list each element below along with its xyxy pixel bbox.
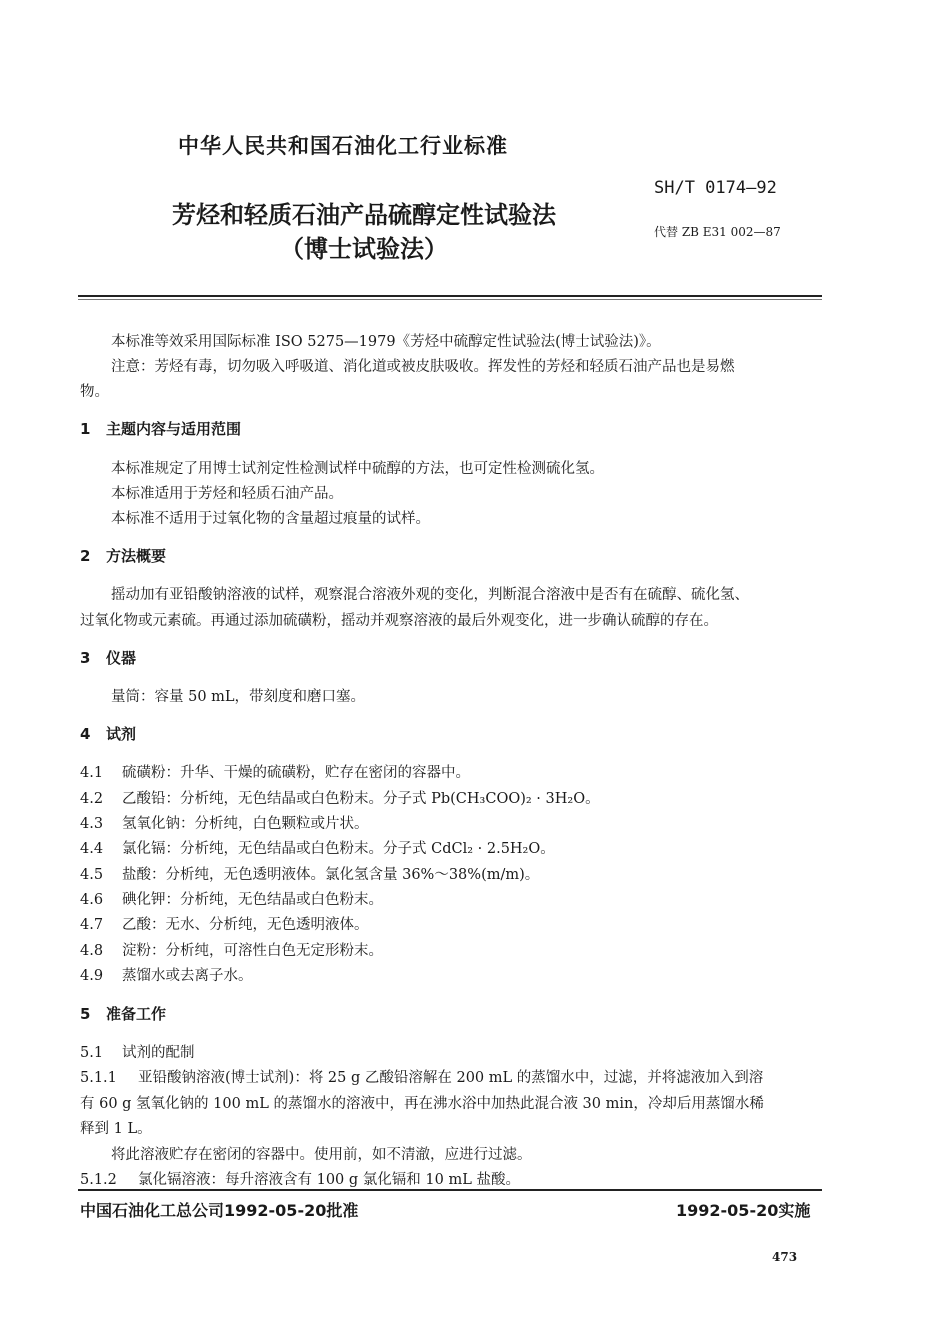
clause-5-1-2: [80, 1168, 520, 1189]
intro-warning: 注意：芳烃有毒，切勿吸入呼吸道、消化道或被皮肤吸收。挥发性的芳烃和轻质石油产品也是易燃: [111, 359, 735, 375]
reagent-item: [80, 863, 539, 884]
clause-text: 亚铅酸钠溶液(博士试剂)：将 25 g 乙酸铅溶解在 200 mL 的蒸馏水中，过滤，并将滤液加入到溶: [138, 1070, 764, 1086]
section-2-heading: [80, 545, 166, 566]
item-number: 4.6: [80, 892, 104, 908]
item-text: 盐酸：分析纯，无色透明液体。氯化氢含量 36%～38%(m/m)。: [122, 867, 540, 883]
subsection-5-1-heading: [80, 1041, 195, 1062]
header-divider-thin: [78, 299, 822, 300]
section-title: 方法概要: [106, 547, 167, 565]
item-text: 乙酸铅：分析纯，无色结晶或白色粉末。分子式 Pb(CH₃COO)₂ · 3H₂O。: [122, 791, 600, 807]
section-number: 5: [80, 1005, 91, 1023]
item-number: 4.4: [80, 841, 104, 857]
item-number: 4.7: [80, 917, 104, 933]
approval-line: 中国石油化工总公司1992-05-20批准: [80, 1201, 359, 1220]
section-title: 仪器: [106, 649, 137, 667]
document-title-line1: 芳烃和轻质石油产品硫醇定性试验法: [172, 201, 556, 229]
intro-paragraph-1: 本标准等效采用国际标准 ISO 5275—1979《芳烃中硫醇定性试验法(博士试验法)》。: [111, 334, 661, 350]
clause-number: 5.1.2: [80, 1172, 117, 1188]
replaces-note: 代替 ZB E31 002—87: [654, 225, 781, 239]
item-number: 4.2: [80, 791, 104, 807]
item-text: 硫磺粉：升华、干燥的硫磺粉，贮存在密闭的容器中。: [122, 765, 470, 781]
reagent-item: [80, 939, 383, 960]
page-number: 473: [772, 1250, 798, 1264]
item-number: 4.3: [80, 816, 104, 832]
clause-5-1-1-note: 将此溶液贮存在密闭的容器中。使用前，如不清澈，应进行过滤。: [111, 1147, 532, 1163]
section-number: 2: [80, 547, 91, 565]
header-divider: [78, 295, 822, 297]
reagent-item: [80, 837, 555, 858]
section-1-paragraph-1: 本标准规定了用博士试剂定性检测试样中硫醇的方法，也可定性检测硫化氢。: [111, 461, 604, 477]
section-number: 1: [80, 420, 91, 438]
reagent-item: [80, 787, 600, 808]
item-text: 淀粉：分析纯，可溶性白色无定形粉末。: [122, 943, 383, 959]
section-number: 4: [80, 725, 91, 743]
section-1-paragraph-2: 本标准适用于芳烃和轻质石油产品。: [111, 486, 343, 502]
section-number: 3: [80, 649, 91, 667]
item-text: 碘化钾：分析纯，无色结晶或白色粉末。: [122, 892, 383, 908]
item-text: 乙酸：无水、分析纯，无色透明液体。: [122, 917, 369, 933]
document-title: [160, 198, 568, 266]
clause-5-1-1: [80, 1066, 763, 1087]
section-1-paragraph-3: 本标准不适用于过氧化物的含量超过痕量的试样。: [111, 511, 430, 527]
issuing-authority-title: 中华人民共和国石油化工行业标准: [178, 134, 508, 158]
item-text: 蒸馏水或去离子水。: [122, 968, 253, 984]
item-text: 氢氧化钠：分析纯，白色颗粒或片状。: [122, 816, 369, 832]
footer-divider: [78, 1189, 822, 1191]
reagent-item: [80, 888, 383, 909]
implementation-line: 1992-05-20实施: [676, 1201, 811, 1220]
section-3-paragraph-1: 量筒：容量 50 mL，带刻度和磨口塞。: [111, 689, 366, 705]
item-number: 4.9: [80, 968, 104, 984]
item-number: 4.5: [80, 867, 104, 883]
item-number: 4.8: [80, 943, 104, 959]
reagent-item: [80, 913, 369, 934]
clause-text: 氯化镉溶液：每升溶液含有 100 g 氯化镉和 10 mL 盐酸。: [138, 1172, 520, 1188]
item-number: 4.1: [80, 765, 104, 781]
section-3-heading: [80, 647, 136, 668]
section-2-paragraph-1-cont: 过氧化物或元素硫。再通过添加硫磺粉，摇动并观察溶液的最后外观变化，进一步确认硫醇的存在。: [80, 613, 718, 629]
subsection-number: 5.1: [80, 1045, 104, 1061]
subsection-title: 试剂的配制: [122, 1045, 195, 1061]
section-1-heading: [80, 418, 241, 439]
section-5-heading: [80, 1003, 166, 1024]
clause-5-1-1-cont2: 释到 1 L。: [80, 1121, 152, 1137]
item-text: 氯化镉：分析纯，无色结晶或白色粉末。分子式 CdCl₂ · 2.5H₂O。: [122, 841, 555, 857]
reagent-item: [80, 964, 253, 985]
document-title-line2: （博士试验法）: [280, 235, 448, 263]
section-2-paragraph-1: 摇动加有亚铅酸钠溶液的试样，观察混合溶液外观的变化，判断混合溶液中是否有在硫醇、硫化氢、: [111, 587, 749, 603]
standard-code: SH/T 0174—92: [654, 178, 777, 198]
section-4-heading: [80, 723, 136, 744]
section-title: 试剂: [106, 725, 137, 743]
section-title: 准备工作: [106, 1005, 167, 1023]
intro-warning-cont: 物。: [80, 384, 109, 400]
section-title: 主题内容与适用范围: [106, 420, 242, 438]
clause-number: 5.1.1: [80, 1070, 117, 1086]
reagent-item: [80, 812, 369, 833]
clause-5-1-1-cont: 有 60 g 氢氧化钠的 100 mL 的蒸馏水的溶液中，再在沸水浴中加热此混合液 30 min，冷却后用蒸馏水稀: [80, 1096, 764, 1112]
reagent-item: [80, 761, 470, 782]
